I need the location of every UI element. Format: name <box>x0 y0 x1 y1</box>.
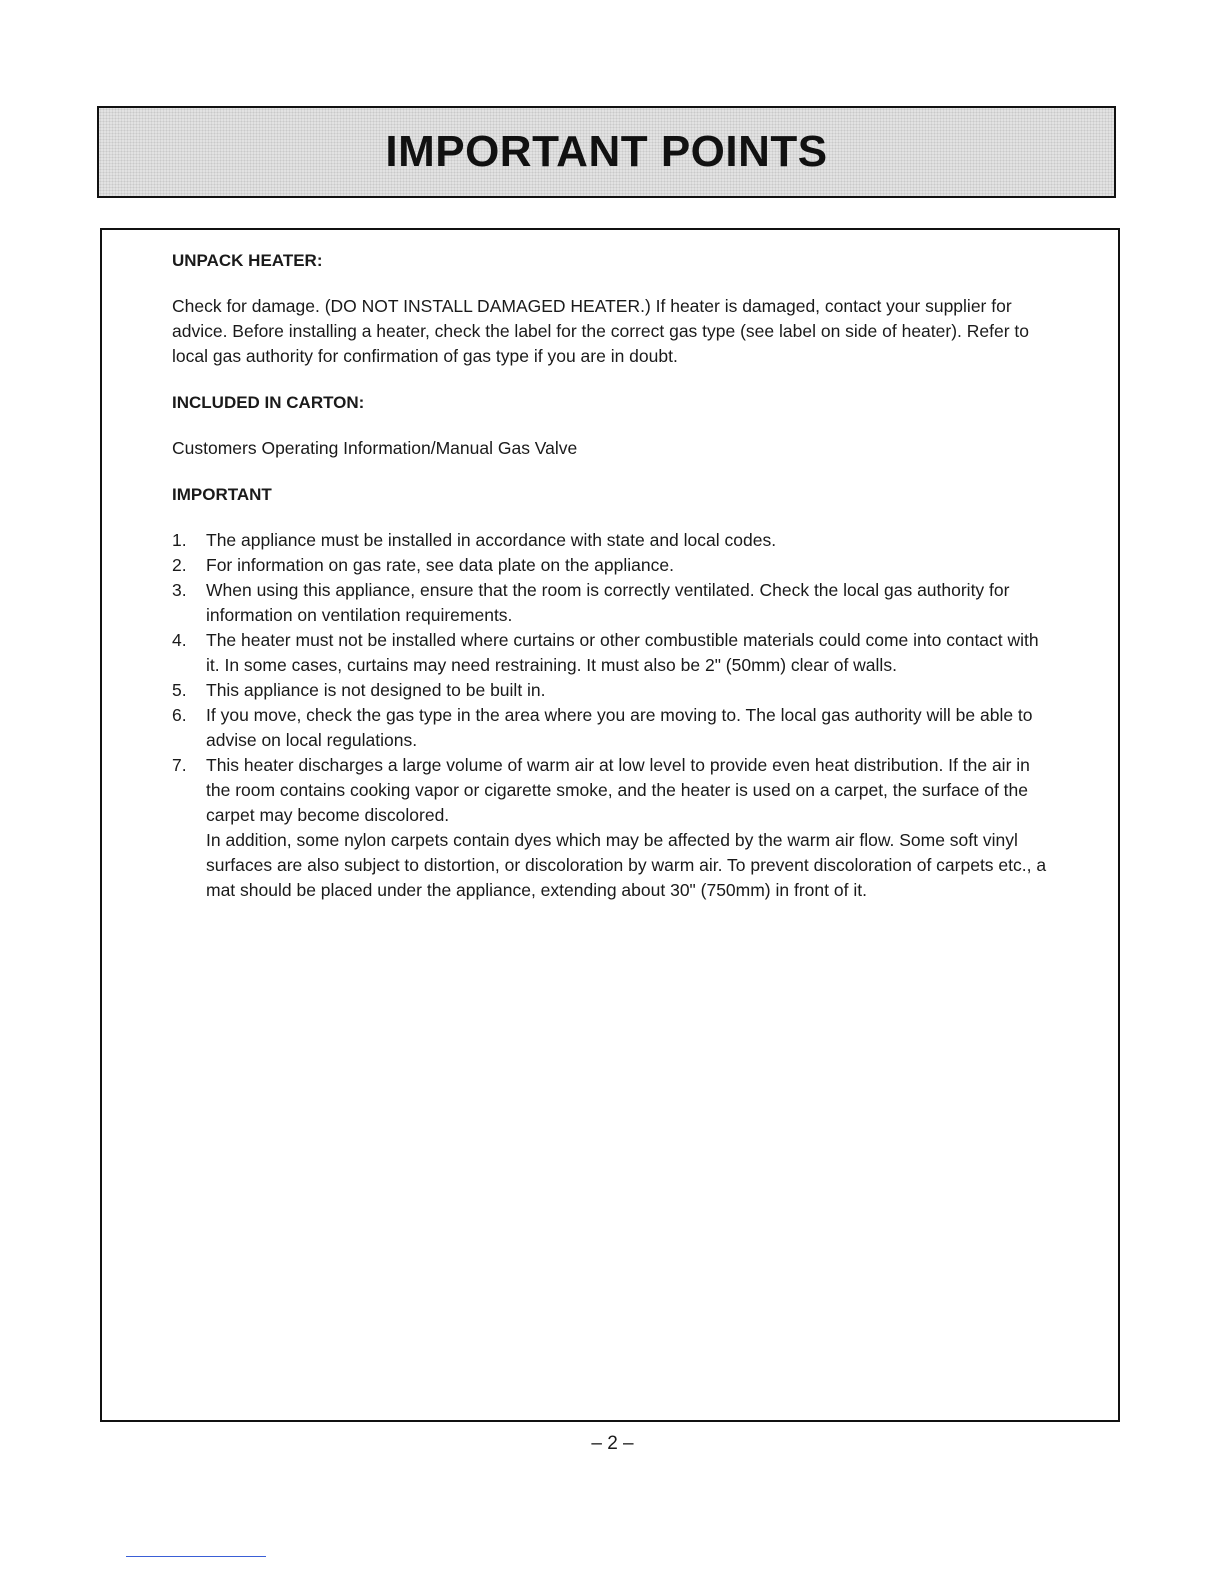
content-box <box>100 228 1120 1422</box>
list-item <box>172 703 1052 753</box>
list-item <box>172 678 1052 703</box>
list-item-number: 5. <box>172 680 187 700</box>
list-item-text: If you move, check the gas type in the area where you are moving to. The local gas authority will be able to advise on local regulations. <box>206 705 1033 750</box>
important-heading: IMPORTANT <box>172 485 272 504</box>
list-item-number: 1. <box>172 530 187 550</box>
list-item <box>172 628 1052 678</box>
list-item-text: When using this appliance, ensure that the room is correctly ventilated. Check the local gas authority for information on ventilation requirements. <box>206 580 1010 625</box>
unpack-heading: UNPACK HEATER: <box>172 251 323 270</box>
list-item-text: This heater discharges a large volume of warm air at low level to provide even heat distribution. If the air in the room contains cooking vapor or cigarette smoke, and the heater is used on a carpet, the surface of the carpet may become discolored. <box>206 755 1030 825</box>
content-body <box>172 248 1052 903</box>
list-item-text: The heater must not be installed where curtains or other combustible materials could come into contact with it. In some cases, curtains may need restraining. It must also be 2" (50mm) clear of walls. <box>206 630 1039 675</box>
list-item <box>172 553 1052 578</box>
page-title: IMPORTANT POINTS <box>385 127 828 176</box>
list-item-number: 3. <box>172 580 187 600</box>
list-item-number: 6. <box>172 705 187 725</box>
list-item <box>172 578 1052 628</box>
bottom-rule <box>126 1556 266 1557</box>
list-item-number: 7. <box>172 755 187 775</box>
list-item-text: For information on gas rate, see data plate on the appliance. <box>206 555 674 575</box>
title-banner <box>97 106 1116 198</box>
list-item-text: This appliance is not designed to be built in. <box>206 680 546 700</box>
list-item-extra-text: In addition, some nylon carpets contain dyes which may be affected by the warm air flow. Some soft vinyl surfaces are also subject to distortion, or discoloration by warm air. To prevent discoloration of carpets etc., a mat should be placed under the appliance, extending about 30" (750mm) in front of it. <box>206 830 1047 900</box>
list-item-number: 2. <box>172 555 187 575</box>
unpack-text: Check for damage. (DO NOT INSTALL DAMAGED HEATER.) If heater is damaged, contact your supplier for advice. Before installing a heater, check the label for the correct gas type (see label on side of heater). Refer to local gas authority for confirmation of gas type if you are in doubt. <box>172 296 1030 366</box>
page-number: – 2 – <box>591 1433 634 1454</box>
list-item <box>172 528 1052 553</box>
list-item <box>172 753 1052 903</box>
included-heading: INCLUDED IN CARTON: <box>172 393 365 412</box>
list-item-number: 4. <box>172 630 187 650</box>
important-list <box>172 528 1052 903</box>
included-text: Customers Operating Information/Manual Gas Valve <box>172 438 578 458</box>
list-item-text: The appliance must be installed in accordance with state and local codes. <box>206 530 777 550</box>
